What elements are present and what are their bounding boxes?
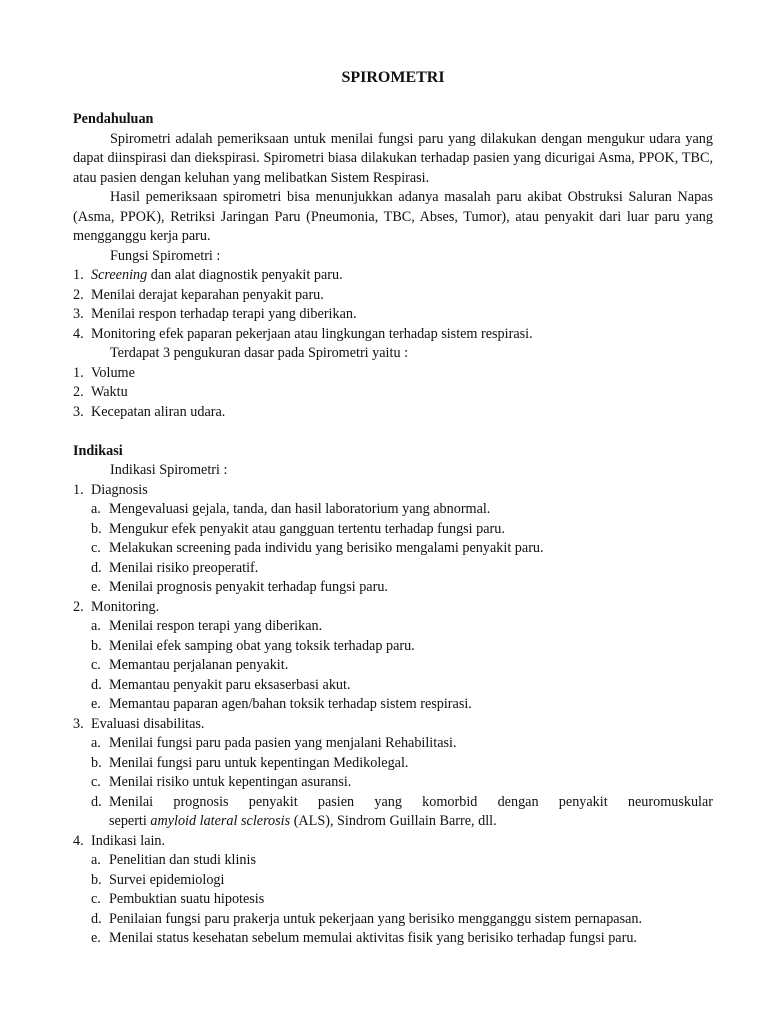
list-text: Waktu <box>91 384 128 400</box>
section-spacer <box>73 422 713 442</box>
sub-list-item <box>73 793 713 832</box>
list-number: 1. <box>73 364 84 381</box>
sub-list-letter: a. <box>91 735 101 751</box>
list-text: Monitoring efek paparan pekerjaan atau lingkungan terhadap sistem respirasi. <box>91 325 533 342</box>
section-heading-pendahuluan: Pendahuluan <box>73 111 154 127</box>
sub-list-letter: c. <box>91 657 101 673</box>
sub-list-text: (ALS), Sindrom Guillain Barre, dll. <box>290 813 497 829</box>
sub-list-text: Menilai respon terapi yang diberikan. <box>109 618 323 634</box>
intro-paragraph-2: Hasil pemeriksaan spirometri bisa menunjukkan adanya masalah paru akibat Obstruksi Saluran Napas (Asma, PPOK), Retriksi Jaringan Paru (Pneumonia, TBC, Abses, Tumor), atau penyakit dari luar paru yang mengganggu kerja paru. <box>73 189 713 244</box>
sub-list-letter: b. <box>91 520 102 537</box>
sub-list-item <box>73 871 713 891</box>
list-text: Volume <box>91 364 135 381</box>
sub-list-letter: e. <box>91 579 101 595</box>
sub-list-letter: a. <box>91 852 101 868</box>
fungsi-intro: Fungsi Spirometri : <box>110 247 221 264</box>
list-item <box>73 403 713 423</box>
list-text: Kecepatan aliran udara. <box>91 403 226 420</box>
list-item <box>73 305 713 325</box>
sub-list-text: Menilai prognosis penyakit pasien yang komorbid dengan penyakit neuromuskular <box>109 793 713 810</box>
sub-list-text: Penelitian dan studi klinis <box>109 852 256 868</box>
sub-list-text: Memantau penyakit paru eksaserbasi akut. <box>109 676 351 693</box>
sub-list-text: Mengukur efek penyakit atau gangguan tertentu terhadap fungsi paru. <box>109 520 505 537</box>
sub-list-letter: d. <box>91 676 102 693</box>
sub-list-text: Menilai fungsi paru untuk kepentingan Medikolegal. <box>109 754 409 771</box>
list-text: Menilai respon terhadap terapi yang diberikan. <box>91 306 357 322</box>
list-item <box>73 598 713 618</box>
indikasi-group-monitoring <box>73 598 713 715</box>
sub-list-text: Melakukan screening pada individu yang berisiko mengalami penyakit paru. <box>109 540 544 556</box>
sub-list-letter: d. <box>91 559 102 576</box>
sub-list-text: Memantau perjalanan penyakit. <box>109 657 289 673</box>
sub-list-item <box>73 734 713 754</box>
sub-list-text: Menilai risiko preoperatif. <box>109 559 259 576</box>
sub-list-text-italic: amyloid lateral sclerosis <box>150 813 291 829</box>
sub-list-item <box>73 559 713 579</box>
sub-list-text: seperti <box>109 813 151 829</box>
sub-list-letter: d. <box>91 793 102 810</box>
list-number: 2. <box>73 286 84 303</box>
list-text-italic: Screening <box>91 267 148 283</box>
sub-list-text: Memantau paparan agen/bahan toksik terhadap sistem respirasi. <box>109 696 472 712</box>
sub-list-item <box>73 890 713 910</box>
sub-list-item <box>73 539 713 559</box>
list-item <box>73 286 713 306</box>
fungsi-list <box>73 266 713 344</box>
list-text: Diagnosis <box>91 481 148 498</box>
indikasi-group-evaluasi <box>73 715 713 832</box>
sub-list-item <box>73 500 713 520</box>
intro-paragraph-1: Spirometri adalah pemeriksaan untuk menilai fungsi paru yang dilakukan dengan mengukur udara yang dapat diinspirasi dan diekspirasi. Spirometri biasa dilakukan terhadap pasien yang dicurigai Asma, PPOK, TBC, atau pasien dengan keluhan yang melibatkan Sistem Respirasi. <box>73 130 713 186</box>
document-page <box>73 68 713 949</box>
sub-list-text: Pembuktian suatu hipotesis <box>109 891 265 907</box>
sub-list-text: Survei epidemiologi <box>109 871 225 888</box>
list-item <box>73 383 713 403</box>
sub-list-text: Menilai efek samping obat yang toksik terhadap paru. <box>109 637 415 654</box>
sub-list-letter: b. <box>91 754 102 771</box>
list-number: 1. <box>73 267 84 283</box>
list-text: dan alat diagnostik penyakit paru. <box>147 267 343 283</box>
sub-list-item <box>73 695 713 715</box>
sub-list-item <box>73 773 713 793</box>
list-number: 2. <box>73 598 84 615</box>
sub-list-text: Penilaian fungsi paru prakerja untuk pekerjaan yang berisiko mengganggu sistem pernapasan. <box>109 910 643 927</box>
sub-list-text: Mengevaluasi gejala, tanda, dan hasil laboratorium yang abnormal. <box>109 501 491 517</box>
sub-list-text: Menilai status kesehatan sebelum memulai aktivitas fisik yang berisiko terhadap fungsi paru. <box>109 930 637 946</box>
list-text: Indikasi lain. <box>91 832 166 849</box>
list-item <box>73 325 713 345</box>
sub-list-letter: e. <box>91 930 101 946</box>
list-number: 3. <box>73 715 84 732</box>
list-number: 3. <box>73 403 84 420</box>
sub-list-letter: c. <box>91 540 101 556</box>
indikasi-intro: Indikasi Spirometri : <box>110 462 228 478</box>
pengukuran-intro: Terdapat 3 pengukuran dasar pada Spirometri yaitu : <box>110 345 409 361</box>
sub-list-item <box>73 520 713 540</box>
sub-list-text: Menilai risiko untuk kepentingan asuransi. <box>109 774 352 790</box>
list-text: Menilai derajat keparahan penyakit paru. <box>91 286 324 303</box>
sub-list-letter: a. <box>91 618 101 634</box>
list-item <box>73 266 713 286</box>
sub-list-item <box>73 929 713 949</box>
sub-list-letter: e. <box>91 696 101 712</box>
sub-list-item <box>73 617 713 637</box>
sub-list-item <box>73 910 713 930</box>
list-text: Monitoring. <box>91 598 160 615</box>
sub-list-item <box>73 578 713 598</box>
sub-list-item <box>73 637 713 657</box>
indikasi-group-diagnosis <box>73 481 713 598</box>
list-item <box>73 481 713 501</box>
sub-list-letter: b. <box>91 637 102 654</box>
list-number: 2. <box>73 384 84 400</box>
page-title: SPIROMETRI <box>341 69 445 86</box>
indikasi-group-lain <box>73 832 713 949</box>
list-item <box>73 364 713 384</box>
pengukuran-list <box>73 364 713 423</box>
sub-list-text: Menilai fungsi paru pada pasien yang menjalani Rehabilitasi. <box>109 735 457 751</box>
list-number: 4. <box>73 325 84 342</box>
list-item <box>73 832 713 852</box>
list-item <box>73 715 713 735</box>
sub-list-letter: a. <box>91 501 101 517</box>
section-heading-indikasi: Indikasi <box>73 442 123 459</box>
list-number: 3. <box>73 306 84 322</box>
sub-list-text: Menilai prognosis penyakit terhadap fungsi paru. <box>109 579 388 595</box>
sub-list-letter: b. <box>91 871 102 888</box>
sub-list-letter: c. <box>91 774 101 790</box>
list-number: 1. <box>73 481 84 498</box>
sub-list-item <box>73 851 713 871</box>
sub-list-letter: d. <box>91 910 102 927</box>
list-text: Evaluasi disabilitas. <box>91 715 205 732</box>
list-number: 4. <box>73 832 84 849</box>
sub-list-item <box>73 754 713 774</box>
sub-list-item <box>73 676 713 696</box>
sub-list-item <box>73 656 713 676</box>
sub-list-letter: c. <box>91 891 101 907</box>
